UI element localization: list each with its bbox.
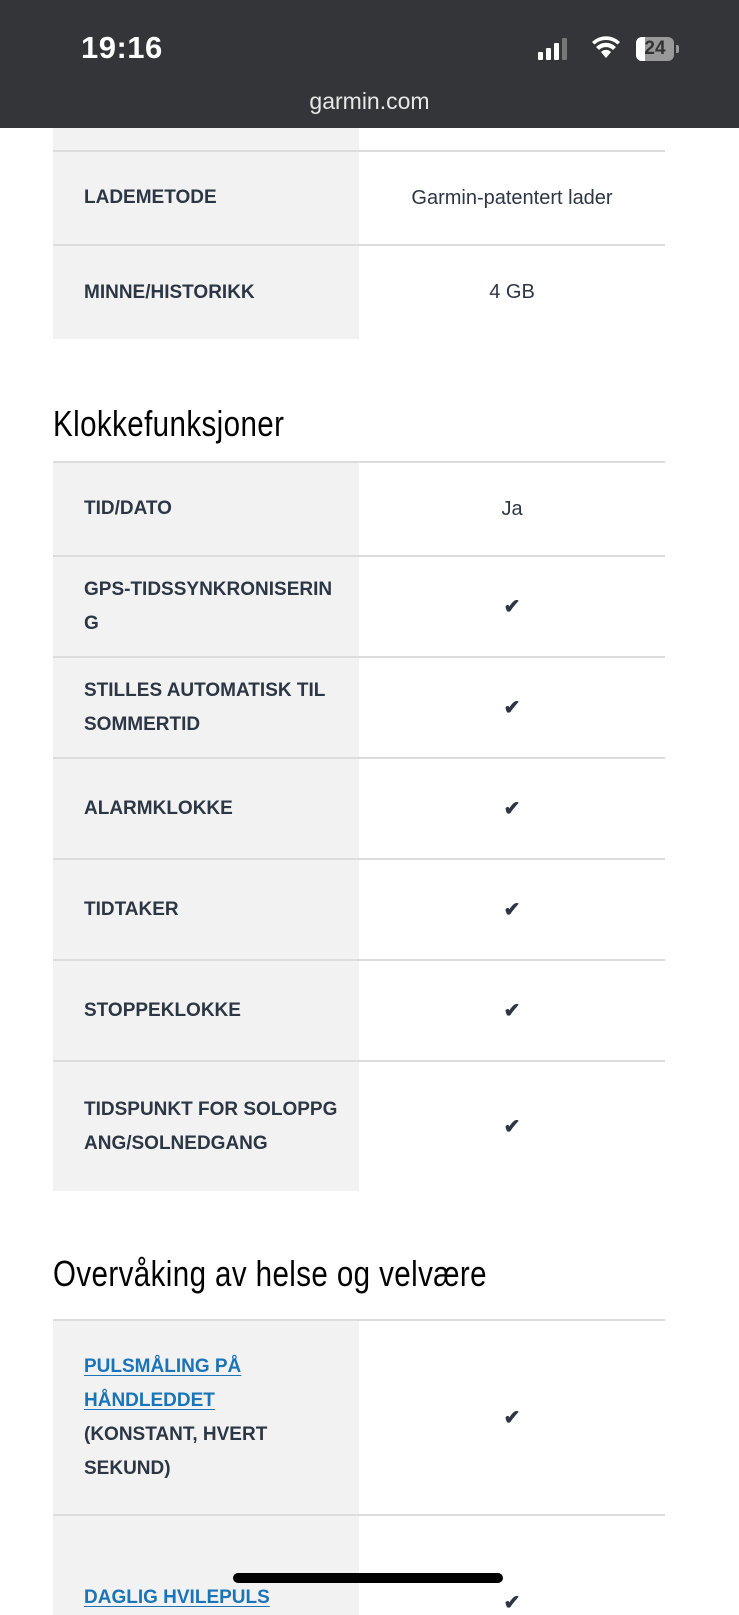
table-row: [53, 758, 665, 859]
table-row: [53, 128, 665, 151]
specs-content: [53, 128, 665, 1615]
table-row: [53, 556, 665, 657]
spec-label: MINNE/HISTORIKK: [53, 245, 359, 339]
checkmark-icon: ✔: [359, 1515, 665, 1615]
battery-icon: [636, 37, 674, 61]
browser-status-bar: [0, 0, 739, 128]
table-row: [53, 960, 665, 1061]
checkmark-icon: ✔: [359, 960, 665, 1061]
wifi-icon: [592, 36, 620, 60]
checkmark-icon: ✔: [359, 859, 665, 960]
spec-label: STOPPEKLOKKE: [53, 960, 359, 1061]
checkmark-icon: ✔: [359, 657, 665, 758]
spec-label: LADEMETODE: [53, 151, 359, 245]
table-row: [53, 1061, 665, 1191]
section-title-health: Overvåking av helse og velvære: [53, 1253, 487, 1294]
checkmark-icon: ✔: [359, 1061, 665, 1191]
spec-value: Garmin-patentert lader: [359, 151, 665, 245]
clock: 19:16: [81, 30, 163, 65]
spec-label: TIDSPUNKT FOR SOLOPPGANG/SOLNEDGANG: [53, 1061, 359, 1191]
spec-label: [53, 1320, 359, 1515]
spec-value: 4 GB: [359, 245, 665, 339]
checkmark-icon: ✔: [359, 1320, 665, 1515]
table-row: [53, 1320, 665, 1515]
battery-level: 24: [644, 38, 666, 59]
table-row: [53, 1515, 665, 1615]
table-row: [53, 245, 665, 339]
spec-label: TIDTAKER: [53, 859, 359, 960]
wrist-heart-rate-link[interactable]: PULSMÅLING PÅ HÅNDLEDDET: [84, 1355, 242, 1411]
specs-table-clock: [53, 461, 665, 1191]
spec-label: TID/DATO: [53, 462, 359, 556]
checkmark-icon: ✔: [359, 556, 665, 657]
spec-label-note: (KONSTANT, HVERT SEKUND): [84, 1423, 268, 1479]
cellular-signal-icon: [538, 38, 567, 60]
spec-label: ALARMKLOKKE: [53, 758, 359, 859]
resting-heart-rate-link[interactable]: DAGLIG HVILEPULS: [84, 1587, 270, 1608]
table-row: [53, 859, 665, 960]
specs-table-general: [53, 128, 665, 339]
specs-table-health: [53, 1319, 665, 1615]
table-row: [53, 657, 665, 758]
home-indicator[interactable]: [233, 1573, 503, 1583]
address-bar[interactable]: garmin.com: [309, 88, 430, 114]
section-title-clock: Klokkefunksjoner: [53, 403, 285, 444]
spec-label: [53, 1515, 359, 1615]
spec-value: Ja: [359, 462, 665, 556]
spec-label: STILLES AUTOMATISK TIL SOMMERTID: [53, 657, 359, 758]
checkmark-icon: ✔: [359, 758, 665, 859]
table-row: [53, 151, 665, 245]
table-row: [53, 462, 665, 556]
spec-label: GPS-TIDSSYNKRONISERING: [53, 556, 359, 657]
